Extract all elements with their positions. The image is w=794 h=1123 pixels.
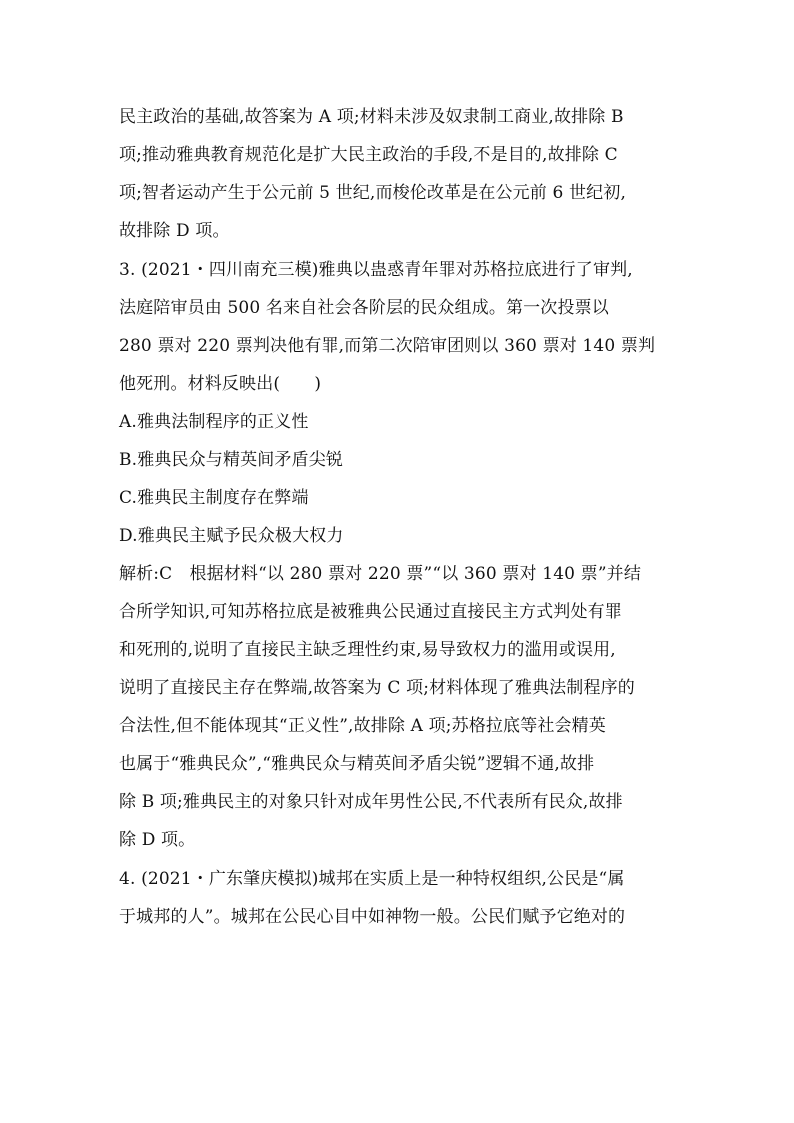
question-4-stem-line-2: 于城邦的人”。城邦在公民心目中如神物一般。公民们赋予它绝对的 xyxy=(119,907,626,927)
answer-2-text-line-1: 民主政治的基础,故答案为 A 项;材料未涉及奴隶制工商业,故排除 B xyxy=(119,107,624,127)
question-3-option-b: B.雅典民众与精英间矛盾尖锐 xyxy=(119,450,343,470)
question-3-analysis-line-7: 除 B 项;雅典民主的对象只针对成年男性公民,不代表所有民众,故排 xyxy=(119,792,623,812)
question-3-option-a: A.雅典法制程序的正义性 xyxy=(119,412,309,432)
question-3-analysis-line-6: 也属于“雅典民众”,“雅典民众与精英间矛盾尖锐”逻辑不通,故排 xyxy=(119,754,595,774)
question-3-stem-line-2: 法庭陪审员由 500 名来自社会各阶层的民众组成。第一次投票以 xyxy=(119,298,609,318)
question-3-option-d: D.雅典民主赋予民众极大权力 xyxy=(119,526,344,546)
answer-2-text-line-4: 故排除 D 项。 xyxy=(119,221,230,241)
answer-2-text-line-3: 项;智者运动产生于公元前 5 世纪,而梭伦改革是在公元前 6 世纪初, xyxy=(119,183,627,203)
question-3-analysis-line-2: 合所学知识,可知苏格拉底是被雅典公民通过直接民主方式判处有罪 xyxy=(119,602,622,622)
question-3-analysis-line-5: 合法性,但不能体现其“正义性”,故排除 A 项;苏格拉底等社会精英 xyxy=(119,716,606,736)
question-3-stem-line-3: 280 票对 220 票判决他有罪,而第二次陪审团则以 360 票对 140 票判 xyxy=(119,336,656,356)
question-3-analysis-line-3: 和死刑的,说明了直接民主缺乏理性约束,易导致权力的滥用或误用, xyxy=(119,640,616,660)
question-3-stem-line-4: 他死刑。材料反映出( ) xyxy=(119,374,322,394)
question-3-analysis-line-4: 说明了直接民主存在弊端,故答案为 C 项;材料体现了雅典法制程序的 xyxy=(119,678,635,698)
question-3-analysis-line-8: 除 D 项。 xyxy=(119,830,196,850)
question-4-stem-line-1: 4. (2021・广东肇庆模拟)城邦在实质上是一种特权组织,公民是“属 xyxy=(119,869,625,889)
question-3-stem-line-1: 3. (2021・四川南充三模)雅典以蛊惑青年罪对苏格拉底进行了审判, xyxy=(119,260,633,280)
answer-2-text-line-2: 项;推动雅典教育规范化是扩大民主政治的手段,不是目的,故排除 C xyxy=(119,145,618,165)
question-3-analysis-line-1: 解析:C 根据材料“以 280 票对 220 票”“以 360 票对 140 票”并结 xyxy=(119,564,641,584)
question-3-option-c: C.雅典民主制度存在弊端 xyxy=(119,488,309,508)
